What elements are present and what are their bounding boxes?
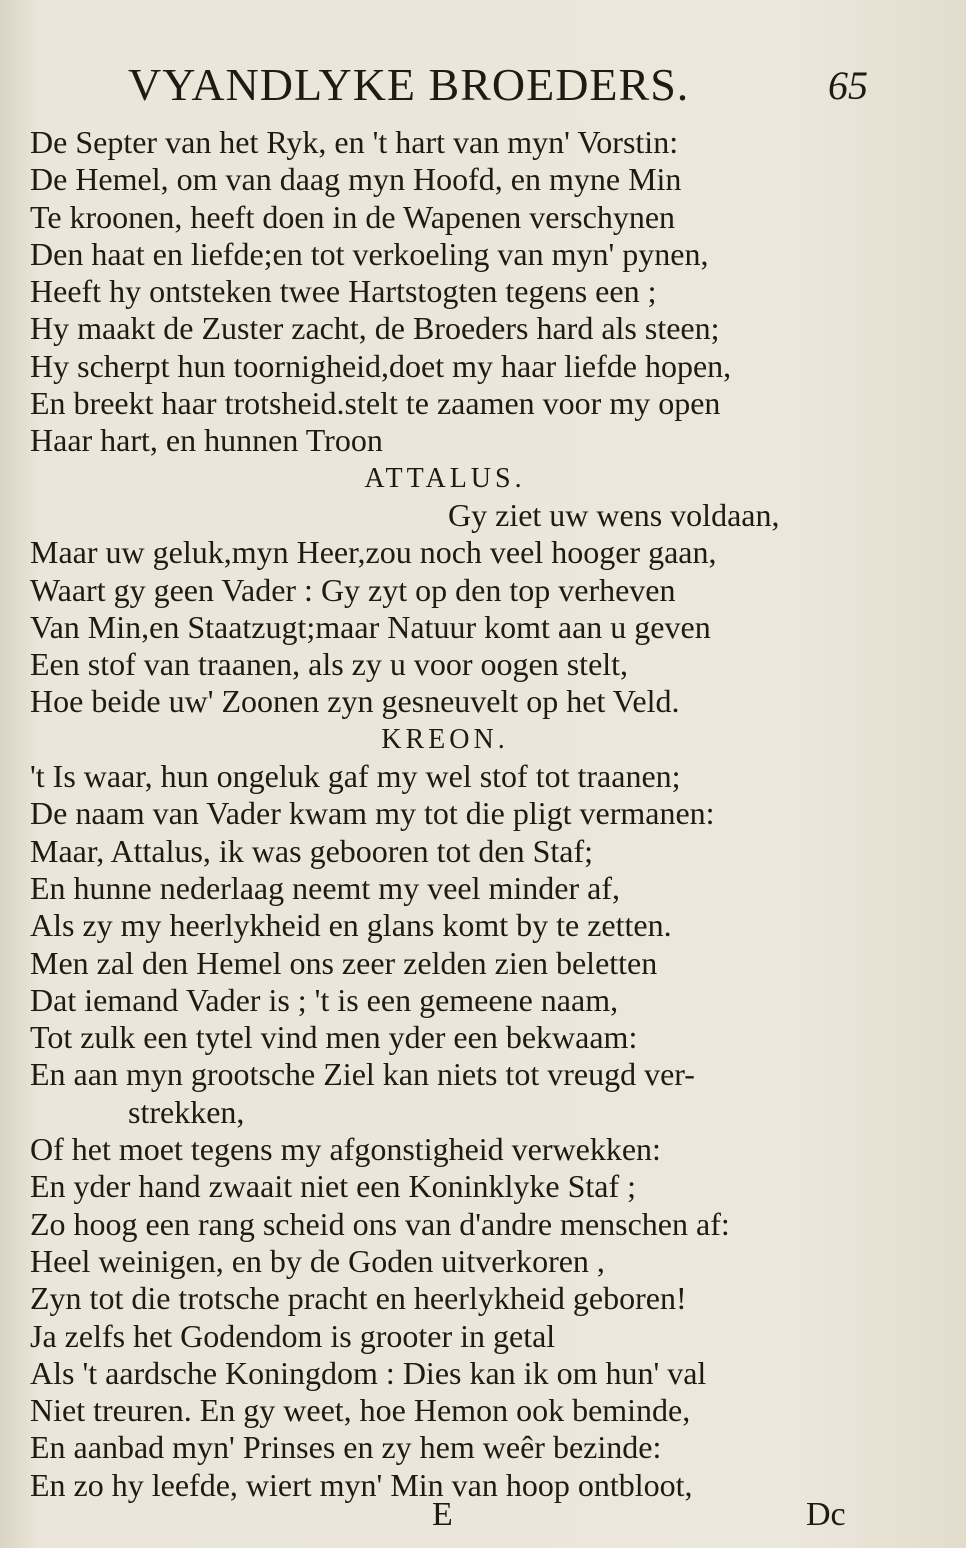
verse-line: De Septer van het Ryk, en 't hart van myn' Vorstin: <box>30 124 679 160</box>
catchword: Dc <box>806 1496 846 1533</box>
verse-line: Heel weinigen, en by de Goden uitverkoren , <box>30 1242 605 1279</box>
verse-line: En breekt haar trotsheid.stelt te zaamen voor my open <box>30 385 721 422</box>
running-title: VYANDLYKE BROEDERS. <box>128 59 690 110</box>
verse-line: Van Min,en Staatzugt;maar Natuur komt aan u geven <box>30 608 711 645</box>
verse-text <box>30 124 860 1504</box>
verse-line: 't Is waar, hun ongeluk gaf my wel stof tot traanen; <box>30 758 681 795</box>
verse-line: Als 't aardsche Koningdom : Dies kan ik om hun' val <box>30 1354 707 1391</box>
verse-line: Als zy my heerlykheid en glans komt by te zetten. <box>30 907 672 944</box>
verse-line: Zo hoog een rang scheid ons van d'andre menschen af: <box>30 1205 730 1242</box>
page-footer <box>0 1496 966 1540</box>
signature-mark: E <box>432 1496 453 1533</box>
verse-line: Maar, Attalus, ik was gebooren tot den Staf; <box>30 832 594 869</box>
verse-line: Of het moet tegens my afgonstigheid verwekken: <box>30 1131 661 1168</box>
verse-line: Hoe beide uw' Zoonen zyn gesneuvelt op het Veld. <box>30 683 680 720</box>
verse-line: Maar uw geluk,myn Heer,zou noch veel hooger gaan, <box>30 534 717 571</box>
verse-line: Een stof van traanen, als zy u voor oogen stelt, <box>30 646 629 683</box>
verse-line: strekken, <box>128 1093 245 1130</box>
page-header <box>128 58 868 118</box>
verse-line: Zyn tot die trotsche pracht en heerlykheid geboren! <box>30 1280 687 1317</box>
verse-line: De Hemel, om van daag myn Hoofd, en myne Min <box>30 161 682 198</box>
verse-line: Gy ziet uw wens voldaan, <box>448 496 780 533</box>
verse-line: En zo hy leefde, wiert myn' Min van hoop ontbloot, <box>30 1466 693 1503</box>
verse-line: Tot zulk een tytel vind men yder een bekwaam: <box>30 1019 638 1056</box>
verse-line: Te kroonen, heeft doen in de Wapenen verschynen <box>30 198 676 235</box>
verse-line: Hy maakt de Zuster zacht, de Broeders hard als steen; <box>30 310 720 347</box>
verse-line: Niet treuren. En gy weet, hoe Hemon ook beminde, <box>30 1392 691 1429</box>
verse-line: Hy scherpt hun toornigheid,doet my haar liefde hopen, <box>30 347 732 384</box>
verse-line: En aan myn grootsche Ziel kan niets tot vreugd ver- <box>30 1056 695 1093</box>
verse-line: Dat iemand Vader is ; 't is een gemeene naam, <box>30 981 619 1018</box>
verse-line: Waart gy geen Vader : Gy zyt op den top verheven <box>30 571 676 608</box>
speaker-name: KREON. <box>381 723 509 755</box>
verse-line: Men zal den Hemel ons zeer zelden zien beletten <box>30 944 658 981</box>
verse-line: Heeft hy ontsteken twee Hartstogten tegens een ; <box>30 273 657 310</box>
verse-line: Den haat en liefde;en tot verkoeling van myn' pynen, <box>30 235 709 272</box>
verse-line: Ja zelfs het Godendom is grooter in getal <box>30 1317 556 1354</box>
verse-line: De naam van Vader kwam my tot die pligt vermanen: <box>30 795 715 832</box>
verse-line: En aanbad myn' Prinses en zy hem weêr bezinde: <box>30 1429 662 1466</box>
verse-line: Haar hart, en hunnen Troon <box>30 422 383 459</box>
page-number: 65 <box>828 63 868 108</box>
verse-line: En hunne nederlaag neemt my veel minder af, <box>30 869 620 906</box>
verse-line: En yder hand zwaait niet een Koninklyke Staf ; <box>30 1168 637 1205</box>
speaker-name: ATTALUS. <box>364 462 526 494</box>
